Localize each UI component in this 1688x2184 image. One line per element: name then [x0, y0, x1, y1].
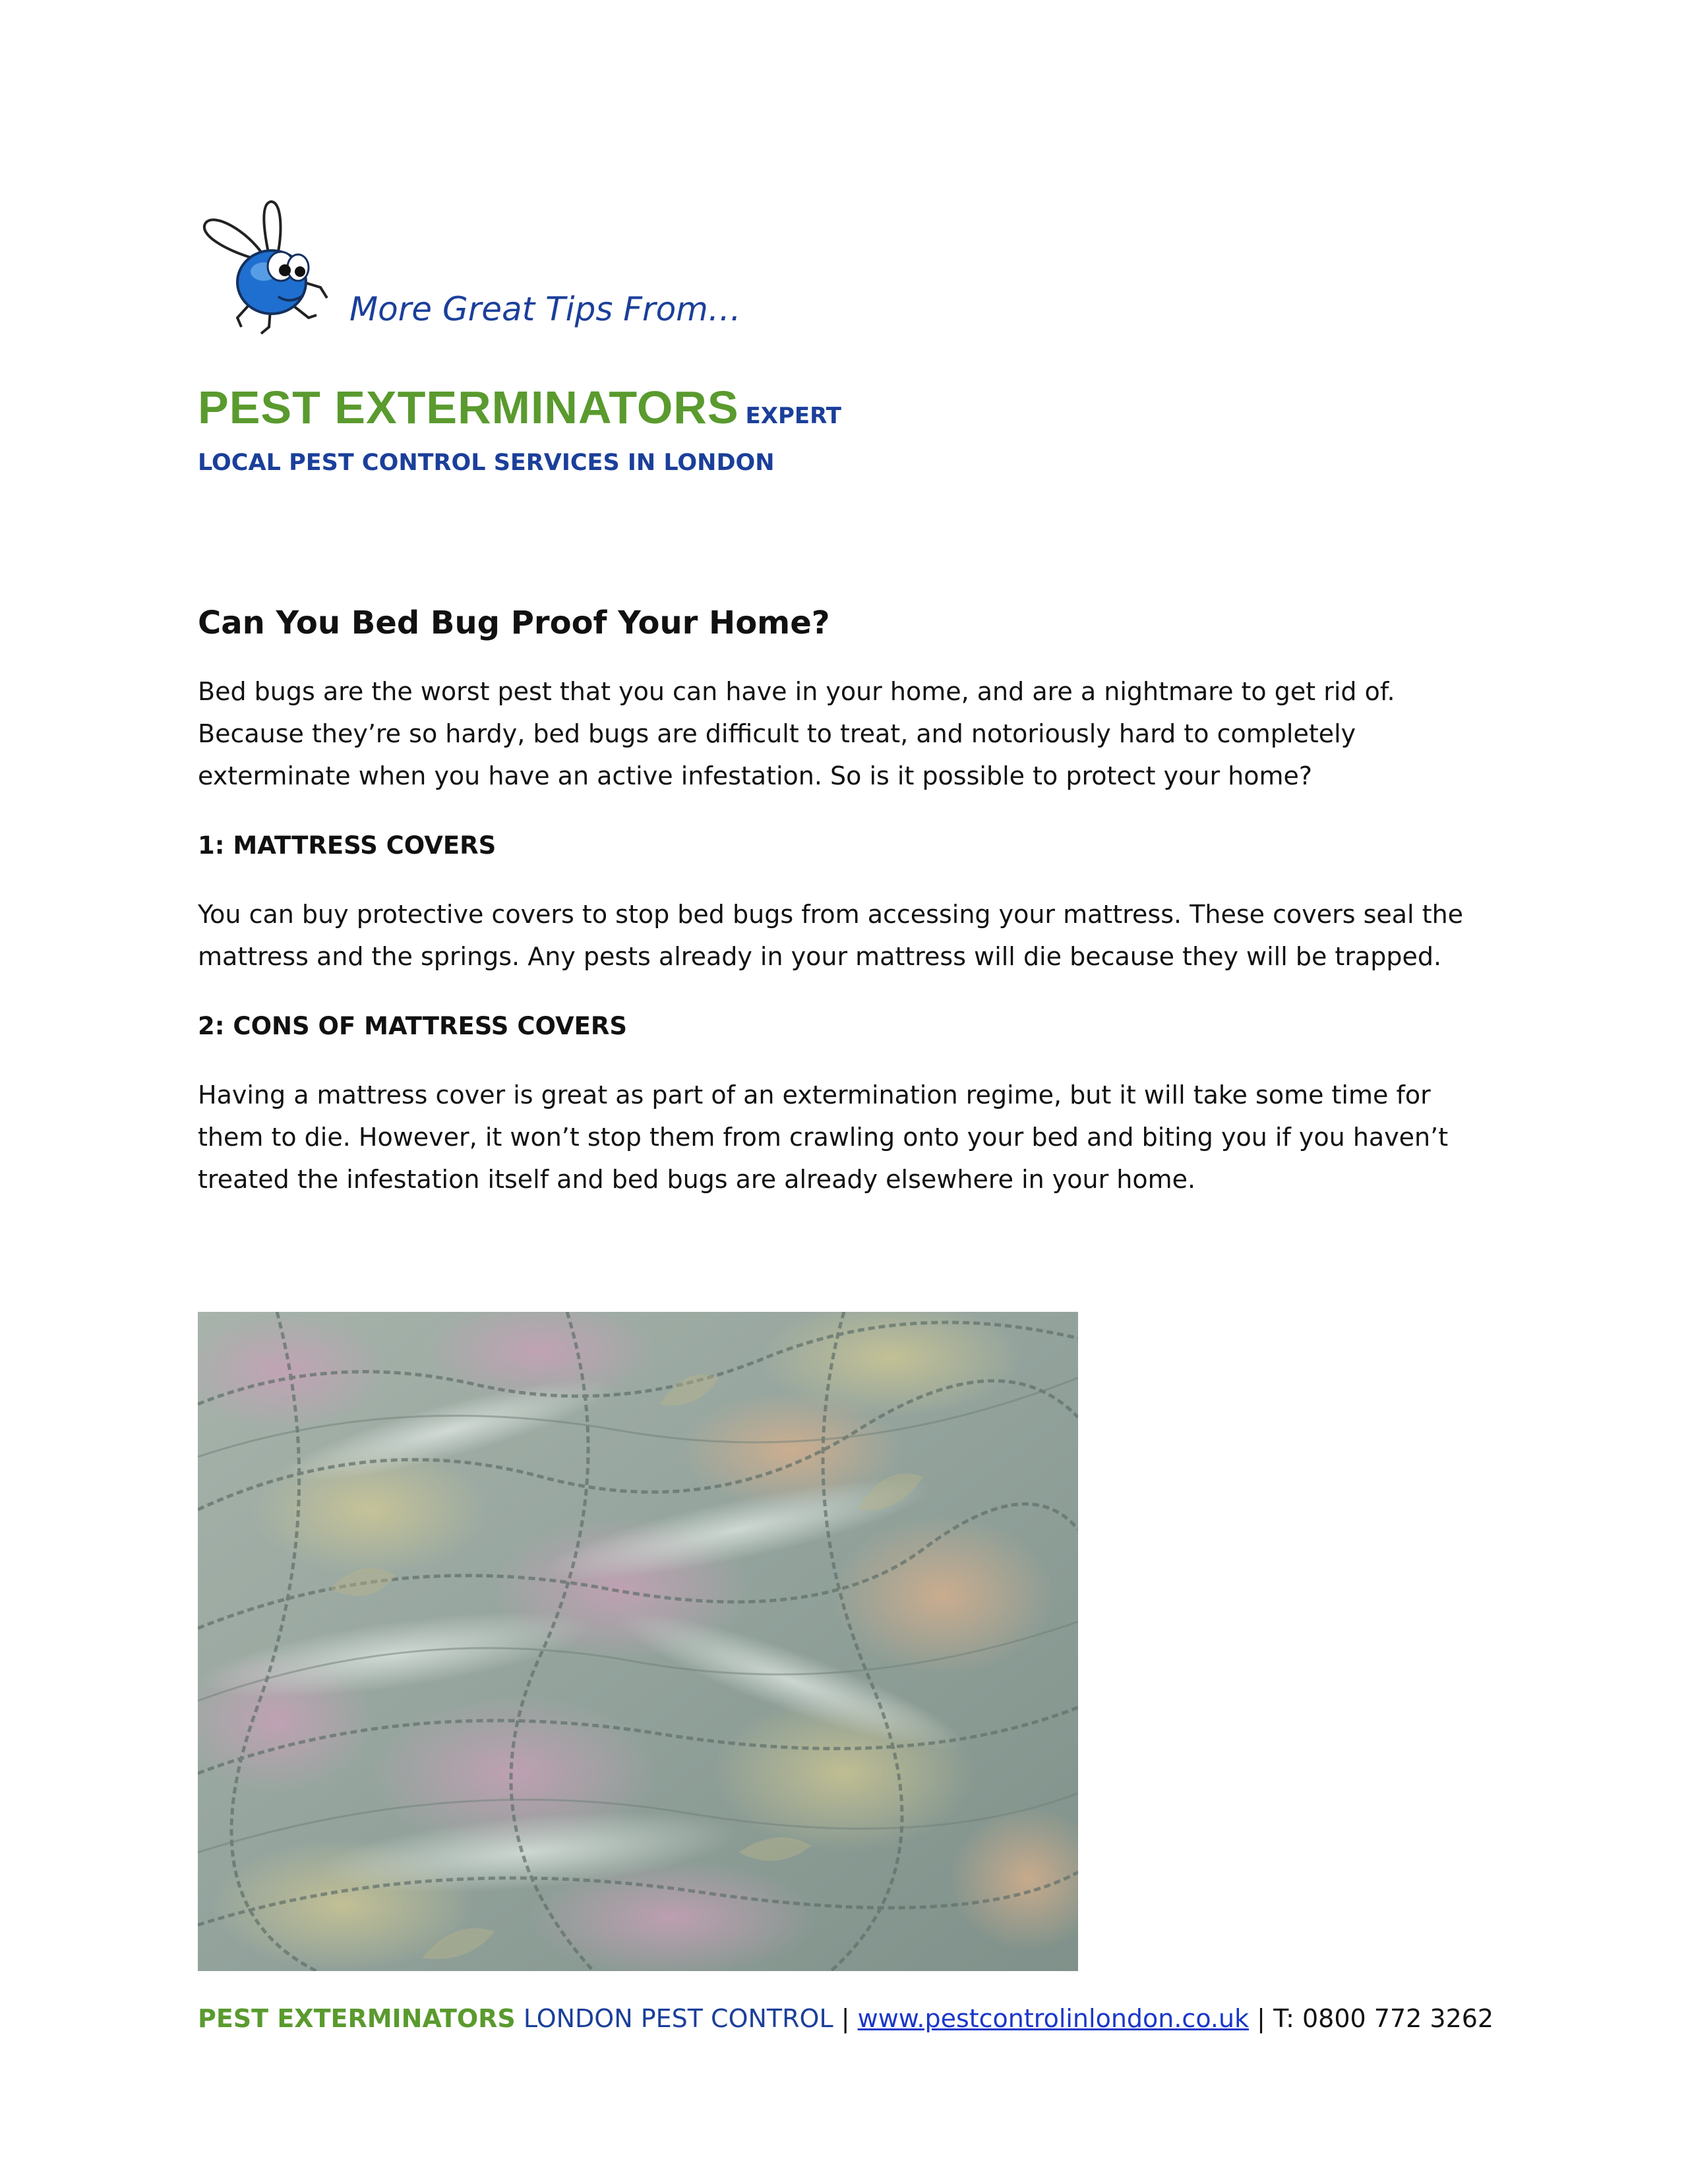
article — [198, 597, 1490, 1200]
mattress-image-icon — [198, 1312, 1078, 1971]
brand-suffix: EXPERT — [745, 403, 841, 429]
page-footer — [198, 2004, 1493, 2033]
footer-separator: | — [841, 2004, 850, 2033]
logo-header — [198, 198, 1055, 349]
footer-separator: | — [1257, 2004, 1265, 2033]
section-heading: 2: CONS OF MATTRESS COVERS — [198, 1012, 627, 1040]
section-heading: 1: MATTRESS COVERS — [198, 831, 497, 860]
footer-brand: PEST EXTERMINATORS — [198, 2004, 516, 2033]
footer-phone: T: 0800 772 3262 — [1273, 2004, 1494, 2033]
brand-name: PEST EXTERMINATORS — [198, 382, 739, 433]
article-intro: Bed bugs are the worst pest that you can have in your home, and are a nightmare to get rid of. Because they’re so hardy, bed bugs are difficult to treat, and notoriously hard to completely exterminate when you have an active infestation. So is it possible to protect your home? — [198, 677, 1395, 790]
section-body: You can buy protective covers to stop bed bugs from accessing your mattress. These covers seal the mattress and the springs. Any pests already in your mattress will die because they will be trapped. — [198, 900, 1464, 971]
brand-subtitle: LOCAL PEST CONTROL SERVICES IN LONDON — [198, 450, 775, 476]
brand-title — [198, 381, 841, 434]
section-body: Having a mattress cover is great as part of an extermination regime, but it will take some time for them to die. However, it won’t stop them from crawling onto your bed and biting you if you haven’t treated the infestation itself and bed bugs are already elsewhere in your home. — [198, 1080, 1449, 1194]
tagline: More Great Tips From… — [349, 290, 741, 328]
mattress-photo — [198, 1312, 1078, 1971]
footer-service: LONDON PEST CONTROL — [523, 2004, 833, 2033]
article-title: Can You Bed Bug Proof Your Home? — [198, 605, 830, 641]
fly-mascot-icon — [198, 198, 330, 336]
footer-website-link[interactable]: www.pestcontrolinlondon.co.uk — [857, 2004, 1250, 2033]
